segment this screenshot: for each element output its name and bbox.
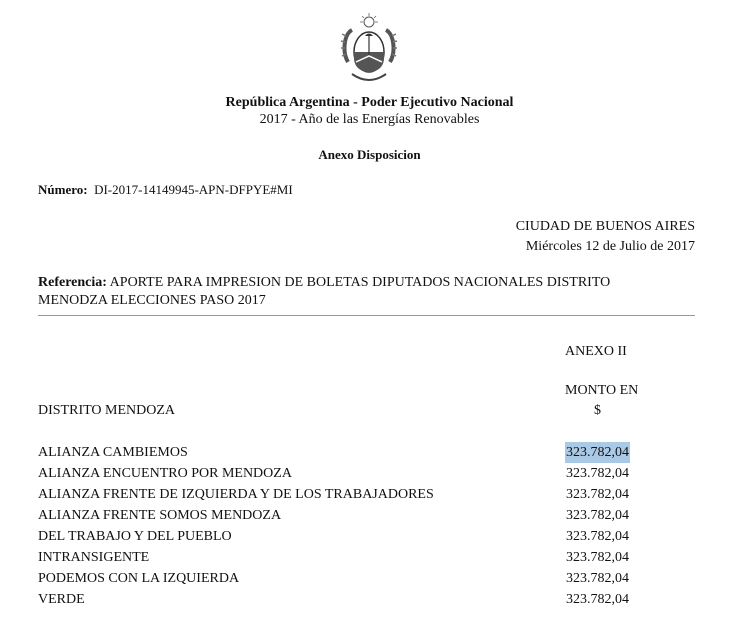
currency-symbol: $ bbox=[594, 403, 601, 418]
divider bbox=[38, 315, 695, 316]
amount-selected[interactable]: 323.782,04 bbox=[565, 442, 630, 463]
year-motto: 2017 - Año de las Energías Renovables bbox=[259, 112, 480, 127]
document-number bbox=[38, 182, 293, 198]
table-row bbox=[38, 526, 678, 547]
issuer-title: República Argentina - Poder Ejecutivo Nacional bbox=[225, 95, 514, 110]
table-row bbox=[38, 547, 678, 568]
party-name: ALIANZA ENCUENTRO POR MENDOZA bbox=[38, 466, 292, 481]
amount[interactable]: 323.782,04 bbox=[566, 487, 629, 502]
document-number-label: Número: bbox=[38, 182, 88, 197]
party-name: INTRANSIGENTE bbox=[38, 550, 150, 565]
table-row bbox=[38, 568, 678, 589]
amount[interactable]: 323.782,04 bbox=[566, 466, 629, 481]
district-header: DISTRITO MENDOZA bbox=[38, 403, 176, 418]
party-name: DEL TRABAJO Y DEL PUEBLO bbox=[38, 529, 232, 544]
amount[interactable]: 323.782,04 bbox=[566, 592, 629, 607]
date: Miércoles 12 de Julio de 2017 bbox=[525, 239, 695, 254]
party-amount-table bbox=[38, 442, 678, 610]
party-name: ALIANZA FRENTE DE IZQUIERDA Y DE LOS TRABAJADORES bbox=[38, 487, 434, 502]
argentina-coat-of-arms-icon bbox=[338, 12, 400, 88]
amount[interactable]: 323.782,04 bbox=[566, 508, 629, 523]
reference-label: Referencia: bbox=[38, 275, 107, 290]
annex-label: ANEXO II bbox=[565, 344, 627, 359]
table-row bbox=[38, 442, 678, 463]
table-row bbox=[38, 463, 678, 484]
party-name: VERDE bbox=[38, 592, 85, 607]
party-name: ALIANZA CAMBIEMOS bbox=[38, 445, 188, 460]
document-type: Anexo Disposicion bbox=[318, 147, 421, 162]
city: CIUDAD DE BUENOS AIRES bbox=[515, 219, 695, 234]
reference-text: APORTE PARA IMPRESION DE BOLETAS DIPUTADOS NACIONALES DISTRITO MENODZA ELECCIONES PASO 2017 bbox=[38, 275, 611, 308]
amount[interactable]: 323.782,04 bbox=[566, 529, 629, 544]
table-row bbox=[38, 484, 678, 505]
document-number-value: DI-2017-14149945-APN-DFPYE#MI bbox=[94, 182, 293, 197]
amount[interactable]: 323.782,04 bbox=[566, 550, 629, 565]
amount-column-header: MONTO EN bbox=[565, 383, 639, 398]
table-row bbox=[38, 589, 678, 610]
reference bbox=[38, 274, 678, 310]
party-name: PODEMOS CON LA IZQUIERDA bbox=[38, 571, 240, 586]
table-row bbox=[38, 505, 678, 526]
amount[interactable]: 323.782,04 bbox=[566, 571, 629, 586]
party-name: ALIANZA FRENTE SOMOS MENDOZA bbox=[38, 508, 282, 523]
